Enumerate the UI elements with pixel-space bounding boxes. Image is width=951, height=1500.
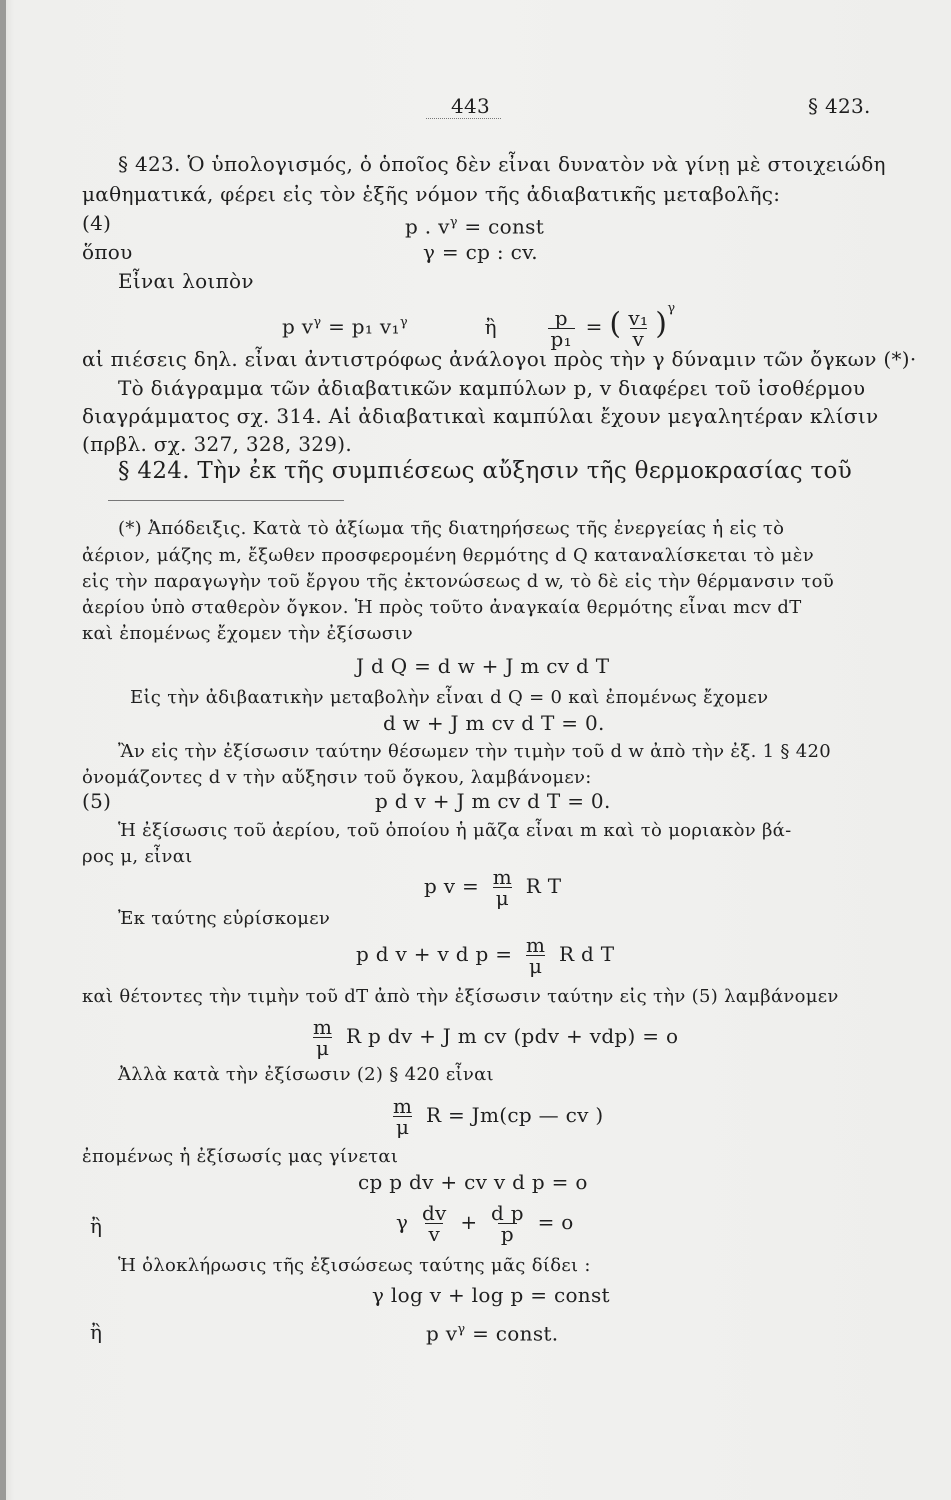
fraction: [490, 867, 515, 908]
equation-5: p d v + J m cv d T = 0.: [375, 789, 611, 813]
equation-pv: [282, 301, 675, 349]
eq-part: R p dv + J m cv (pdv + vdp) = o: [345, 1024, 679, 1048]
body-line: Εἶναι λοιπὸν: [118, 269, 254, 293]
denominator: p₁: [548, 328, 575, 349]
section-424-start: § 424. Τὴν ἐκ τῆς συμπιέσεως αὔξησιν τῆς θερμοκρασίας τοῦ: [118, 458, 852, 484]
footnote-line: ἐπομένως ἡ ἐξίσωσίς μας γίνεται: [82, 1146, 399, 1167]
footnote-line: Ἡ ἐξίσωσις τοῦ ἀερίου, τοῦ ὁποίου ἡ μᾶζα εἶναι m καὶ τὸ μοριακὸν βά-: [118, 820, 792, 841]
footnote-line: καὶ ἐπομένως ἔχομεν τὴν ἐξίσωσιν: [82, 623, 413, 644]
eq-part: p v: [426, 1321, 458, 1346]
equation-label: (5): [82, 789, 112, 813]
body-line: Τὸ διάγραμμα τῶν ἀδιαβατικῶν καμπύλων p, v διαφέρει τοῦ ἰσοθέρμου: [118, 376, 866, 400]
denominator: μ: [393, 1116, 412, 1137]
footnote-line: εἰς τὴν παραγωγὴν τοῦ ἔργου τῆς ἐκτονώσεως d w, τὸ δὲ εἰς τὴν θέρμανσιν τοῦ: [82, 571, 834, 592]
denominator: p: [498, 1223, 517, 1244]
exponent: γ: [399, 315, 408, 330]
equation-4: [405, 211, 544, 239]
numerator: m: [313, 1015, 333, 1039]
footnote-line: Ἂν εἰς τὴν ἐξίσωσιν ταύτην θέσωμεν τὴν τιμὴν τοῦ d w ἀπὸ τὴν ἐξ. 1 § 420: [118, 741, 831, 762]
equation-final: [426, 1318, 558, 1346]
footnote-line: ἀερίου ὑπὸ σταθερὸν ὄγκον. Ἡ πρὸς τοῦτο ἀναγκαία θερμότης εἶναι mcv dT: [82, 597, 802, 618]
equation-gas-law: [424, 864, 561, 908]
footnote-line: ἀέριον, μάζης m, ἔξωθεν προσφερομένη θερμότης d Q καταναλίσκεται τὸ μὲν: [82, 545, 814, 566]
denominator: μ: [493, 887, 512, 908]
equation-differential: [356, 932, 614, 976]
running-section: § 423.: [808, 94, 871, 118]
numerator: v₁: [628, 305, 649, 330]
eq-part: R T: [525, 874, 562, 898]
fraction: [390, 1096, 415, 1137]
eq-equals: =: [585, 314, 603, 339]
eq-or: ἢ: [484, 314, 497, 339]
equation-label: (4): [82, 211, 112, 235]
footnote-line: ρος μ, εἶναι: [82, 846, 193, 867]
body-line: ὅπου: [82, 240, 133, 264]
fraction: [310, 1017, 335, 1058]
numerator: m: [526, 933, 546, 957]
footnote-separator: [108, 500, 344, 501]
equation-log-diff: [396, 1200, 574, 1244]
numerator: d p: [491, 1201, 524, 1225]
header-underline: [426, 118, 501, 119]
footnote-line: καὶ θέτοντες τὴν τιμὴν τοῦ dT ἀπὸ τὴν ἐξίσωσιν ταύτην εἰς τὴν (5) λαμβάνομεν: [82, 986, 839, 1007]
equation-dw: d w + J m cv d T = 0.: [383, 711, 605, 735]
eq-part: p . v: [405, 214, 450, 239]
denominator: μ: [526, 955, 545, 976]
numerator: p: [554, 305, 568, 330]
eq-part: p v: [282, 314, 314, 339]
equation-jdq: J d Q = d w + J m cv d T: [356, 654, 610, 678]
footnote-line: ὀνομάζοντες d v τὴν αὔξησιν τοῦ ὄγκου, λαμβάνομεν:: [82, 767, 592, 788]
body-line: αἱ πιέσεις δηλ. εἶναι ἀντιστρόφως ἀνάλογοι πρὸς τὴν γ δύναμιν τῶν ὄγκων (*)·: [82, 347, 917, 371]
footnote-line: Ἐκ ταύτης εὑρίσκομεν: [118, 908, 331, 929]
paren: ): [655, 306, 668, 342]
page-edge: [0, 0, 6, 1500]
body-line: μαθηματικά, φέρει εἰς τὸν ἑξῆς νόμον τῆς ἀδιαβατικῆς μεταβολῆς:: [82, 182, 781, 206]
numerator: m: [393, 1094, 413, 1118]
eq-part: p d v + v d p =: [356, 942, 513, 966]
footnote-line: Εἰς τὴν ἀδιβααтικὴν μεταβολὴν εἶναι d Q = 0 καὶ ἐπομένως ἔχομεν: [130, 687, 769, 708]
denominator: μ: [313, 1037, 332, 1058]
eq-part: = const: [457, 214, 545, 239]
eq-or: ἢ: [90, 1214, 103, 1238]
eq-part: γ: [396, 1210, 409, 1234]
footnote-line: (*) Ἀπόδειξις. Κατὰ τὸ ἀξίωμα τῆς διατηρήσεως τῆς ἐνεργείας ἡ εἰς τὸ: [118, 518, 785, 539]
exponent: γ: [667, 301, 676, 316]
eq-part: R = Jm(cp — cv ): [425, 1103, 604, 1127]
exponent: γ: [313, 315, 322, 330]
eq-part: +: [460, 1210, 478, 1234]
eq-part: = const.: [465, 1321, 559, 1346]
page-number: 443: [451, 94, 491, 118]
paren: (: [609, 306, 622, 342]
fraction: [548, 305, 575, 351]
exponent: γ: [457, 1322, 466, 1337]
footnote-line: Ἡ ὁλοκλήρωσις τῆς ἐξισώσεως ταύτης μᾶς δίδει :: [118, 1255, 591, 1276]
fraction: [523, 935, 548, 976]
eq-part: p v =: [424, 874, 480, 898]
equation-r: [386, 1093, 603, 1137]
body-line: διαγράμματος σχ. 314. Αἱ ἀδιαβατικαὶ καμπύλαι ἔχουν μεγαλητέραν κλίσιν: [82, 404, 879, 428]
fraction: [488, 1203, 527, 1244]
body-line: § 423. Ὁ ὑπολογισμός, ὁ ὁποῖος δὲν εἶναι δυνατὸν νὰ γίνῃ μὲ στοιχειώδη: [118, 152, 886, 176]
numerator: m: [492, 865, 513, 889]
denominator: v: [425, 1223, 443, 1244]
footnote-line: Ἀλλὰ κατὰ τὴν ἐξίσωσιν (2) § 420 εἶναι: [118, 1064, 494, 1085]
equation-substituted: [306, 1014, 678, 1058]
fraction: [625, 305, 651, 351]
body-line: (πρβλ. σχ. 327, 328, 329).: [82, 432, 353, 456]
equation-cp: cp p dv + cv v d p = o: [358, 1170, 588, 1194]
eq-part: = p₁ v₁: [321, 314, 400, 339]
exponent: γ: [449, 215, 458, 230]
equation-integrated: γ log v + log p = const: [372, 1283, 610, 1307]
numerator: dv: [421, 1201, 447, 1225]
denominator: v: [630, 328, 648, 349]
gamma-definition: γ = cp : cv.: [423, 240, 538, 264]
eq-part: R d T: [558, 942, 615, 966]
eq-or: ἢ: [90, 1320, 103, 1344]
eq-part: = o: [537, 1210, 574, 1234]
fraction: [419, 1203, 450, 1244]
